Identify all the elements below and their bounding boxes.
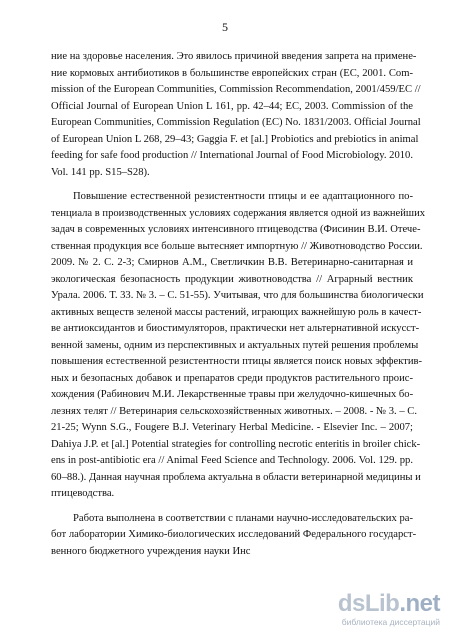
- text-line: ственная продукция все больше вытесняет импортную // Животноводство России.: [51, 240, 423, 252]
- text-line: Урала. 2006. Т. 33. № 3. – С. 51-55). Учитывая, что для большинства биологически: [51, 290, 424, 301]
- text-line: активных веществ зеленой массы растений, играющих важнейшую роль в качест-: [51, 306, 422, 318]
- watermark-logo-text: [338, 592, 440, 616]
- text-line: ние кормовых антибиотиков в большинстве европейских стран (ЕС, 2001. Com-: [51, 67, 413, 79]
- text-line: тенциала в производственных условиях содержания является одной из важнейших: [51, 207, 426, 219]
- text-line: 2009. № 2. С. 2-3; Смирнов А.М., Светличкин В.В. Ветеринарно-санитарная и: [51, 257, 413, 268]
- watermark-subtitle: библиотека диссертаций: [341, 617, 440, 627]
- text-line: ние на здоровье населения. Это явилось причиной введения запрета на примене-: [51, 51, 417, 62]
- text-line: ве антиоксидантов и биостимуляторов, практически нет альтернативной искусст-: [51, 323, 420, 334]
- text-line: лезнях телят // Ветеринария сельскохозяйственных животных. – 2008. - № 3. – С.: [51, 405, 418, 417]
- page-number: 5: [222, 20, 228, 34]
- paragraph-gap: [51, 503, 413, 511]
- text-line: Official Journal of European Union L 161, pp. 42–44; EC, 2003. Commission of the: [51, 100, 413, 112]
- watermark-logo-tld: .net: [399, 590, 440, 617]
- text-line: бот лаборатории Химико-биологических исследований Федерального государст-: [51, 529, 417, 540]
- text-line: венной замены, одним из перспективных и актуальных путей решения проблемы: [51, 339, 419, 351]
- watermark-logo-main: dsLib: [337, 590, 400, 617]
- text-line: of European Union L 268, 29–43; Gaggia F. et [al.] Probiotics and prebiotics in animal: [51, 133, 419, 145]
- text-line: European Communities, Commission Regulation (EC) No. 1831/2003. Official Journal: [51, 117, 421, 128]
- watermark-logo: [310, 592, 440, 628]
- text-line: Dahiya J.P. et [al.] Potential strategies for controlling necrotic enteritis in broiler chick-: [51, 438, 421, 450]
- text-line: экологическая безопасность продукции животноводства // Аграрный вестник: [51, 273, 413, 285]
- text-line: 60–88.). Данная научная проблема актуальна в области ветеринарной медицины и: [51, 471, 421, 483]
- text-line: 21-25; Wynn S.G., Fougere B.J. Veterinary Herbal Medicine. - Elsevier Inc. – 2007;: [51, 422, 413, 433]
- text-line: повышения естественной резистентности птицы является поиск новых эффектив-: [51, 356, 423, 367]
- text-line: птицеводства.: [51, 488, 115, 499]
- text-line: ных и безопасных добавок и препаратов среди продуктов растительного проис-: [51, 372, 413, 384]
- body-text: [51, 49, 426, 560]
- text-line: Vol. 141 pp. S15–S28).: [51, 166, 150, 178]
- text-line: Повышение естественной резистентности птицы и ее адаптационного по-: [73, 191, 413, 202]
- text-line: Работа выполнена в соответствии с планами научно-исследовательских ра-: [73, 512, 413, 524]
- paragraph: [51, 189, 426, 503]
- paragraph: [51, 511, 417, 561]
- text-line: ens in post-antibiotic era // Animal Feed Science and Technology. 2006. Vol. 129. pp.: [51, 455, 413, 466]
- text-line: mission of the European Communities, Commission Recommendation, 2001/459/EC //: [51, 84, 421, 95]
- paragraph-gap: [51, 181, 413, 189]
- text-line: венного бюджетного учреждения науки Инс: [51, 545, 251, 557]
- paragraph: [51, 49, 421, 181]
- text-line: задач в современных условиях интенсивного птицеводства (Фисинин В.И. Отече-: [51, 224, 421, 235]
- text-line: feeding for safe food production // International Journal of Food Microbiology. 2010.: [51, 150, 413, 161]
- text-line: хождения (Рабинович М.И. Лекарственные травы при желудочно-кишечных бо-: [51, 389, 414, 400]
